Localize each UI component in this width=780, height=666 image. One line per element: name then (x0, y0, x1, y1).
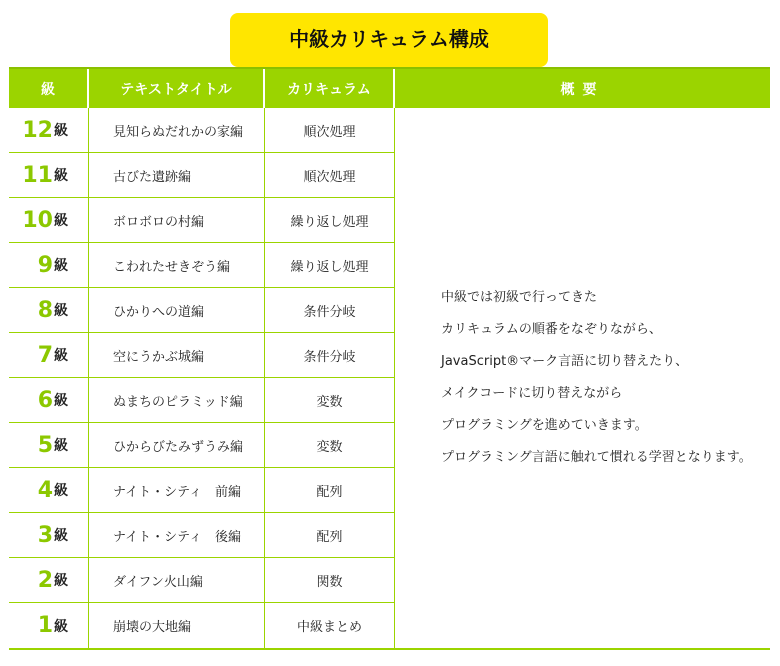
header-level: 級 (9, 69, 89, 108)
table-row (9, 468, 395, 513)
overview-line: JavaScript®マーク言語に切り替えたり、 (441, 354, 689, 369)
table-row (9, 378, 395, 423)
level-cell (9, 243, 89, 287)
kyu-label: 級 (54, 618, 68, 635)
text-title-cell: 空にうかぶ城編 (89, 333, 265, 377)
text-title-cell: 崩壊の大地編 (89, 603, 265, 648)
kyu-label: 級 (54, 348, 68, 364)
table-row (9, 153, 395, 198)
curriculum-cell: 順次処理 (265, 153, 395, 197)
table-row (9, 243, 395, 288)
kyu-label: 級 (54, 483, 68, 499)
level-cell (9, 108, 89, 152)
curriculum-cell: 変数 (265, 423, 395, 467)
curriculum-cell: 配列 (265, 468, 395, 512)
level-cell (9, 468, 89, 512)
level-number: 2 (37, 567, 53, 593)
curriculum-cell: 関数 (265, 558, 395, 602)
table-body (9, 108, 770, 650)
table-row (9, 333, 395, 378)
kyu-label: 級 (54, 213, 68, 229)
kyu-label: 級 (54, 438, 68, 454)
page-title: 中級カリキュラム構成 (230, 13, 548, 67)
text-title-cell: ひからびたみずうみ編 (89, 423, 265, 467)
curriculum-cell: 繰り返し処理 (265, 198, 395, 242)
curriculum-cell: 配列 (265, 513, 395, 557)
curriculum-cell: 条件分岐 (265, 333, 395, 377)
text-title-cell: ボロボロの村編 (89, 198, 265, 242)
kyu-label: 級 (54, 528, 68, 544)
curriculum-cell: 条件分岐 (265, 288, 395, 332)
table-row (9, 108, 395, 153)
text-title-cell: ナイト・シティ 前編 (89, 468, 265, 512)
text-title-cell: こわれたせきぞう編 (89, 243, 265, 287)
text-title-cell: ナイト・シティ 後編 (89, 513, 265, 557)
level-cell (9, 288, 89, 332)
header-curriculum: カリキュラム (265, 69, 395, 108)
overview-text (441, 282, 752, 474)
text-title-cell: 見知らぬだれかの家編 (89, 108, 265, 152)
table-header (9, 67, 770, 108)
header-overview: 概要 (560, 81, 605, 98)
level-number: 6 (37, 387, 53, 413)
level-number: 8 (37, 297, 53, 323)
kyu-label: 級 (54, 168, 68, 184)
curriculum-cell: 変数 (265, 378, 395, 422)
kyu-label: 級 (54, 393, 68, 409)
level-cell (9, 333, 89, 377)
level-cell (9, 558, 89, 602)
table-row (9, 423, 395, 468)
curriculum-cell: 中級まとめ (265, 603, 395, 648)
table-row (9, 513, 395, 558)
text-title-cell: ひかりへの道編 (89, 288, 265, 332)
kyu-label: 級 (54, 123, 68, 139)
overview-line: カリキュラムの順番をなぞりながら、 (441, 322, 662, 337)
level-cell (9, 378, 89, 422)
level-cell (9, 198, 89, 242)
curriculum-cell: 順次処理 (265, 108, 395, 152)
kyu-label: 級 (54, 573, 68, 589)
level-number: 10 (22, 207, 53, 233)
level-number: 12 (22, 117, 53, 143)
level-cell (9, 153, 89, 197)
text-title-cell: ダイフン火山編 (89, 558, 265, 602)
overview-line: 中級では初級で行ってきた (441, 290, 598, 305)
kyu-label: 級 (54, 303, 68, 319)
overview-line: メイクコードに切り替えながら (441, 386, 623, 401)
header-text-title: テキストタイトル (89, 69, 265, 108)
level-number: 4 (37, 477, 53, 503)
level-number: 7 (37, 342, 53, 368)
text-title-cell: ぬまちのピラミッド編 (89, 378, 265, 422)
level-cell (9, 513, 89, 557)
level-number: 9 (37, 252, 53, 278)
level-number: 1 (37, 613, 53, 638)
curriculum-table (9, 67, 770, 650)
table-row (9, 558, 395, 603)
curriculum-cell: 繰り返し処理 (265, 243, 395, 287)
table-row (9, 603, 395, 648)
level-number: 11 (22, 162, 53, 188)
table-row (9, 198, 395, 243)
overview-line: プログラミングを進めていきます。 (441, 418, 648, 433)
level-number: 5 (37, 432, 53, 458)
overview-line: プログラミング言語に触れて慣れる学習となります。 (441, 450, 752, 465)
level-cell (9, 423, 89, 467)
text-title-cell: 古びた遺跡編 (89, 153, 265, 197)
table-rows (9, 108, 395, 648)
table-row (9, 288, 395, 333)
kyu-label: 級 (54, 258, 68, 274)
overview-cell (395, 108, 770, 648)
level-number: 3 (37, 522, 53, 548)
level-cell (9, 603, 89, 648)
